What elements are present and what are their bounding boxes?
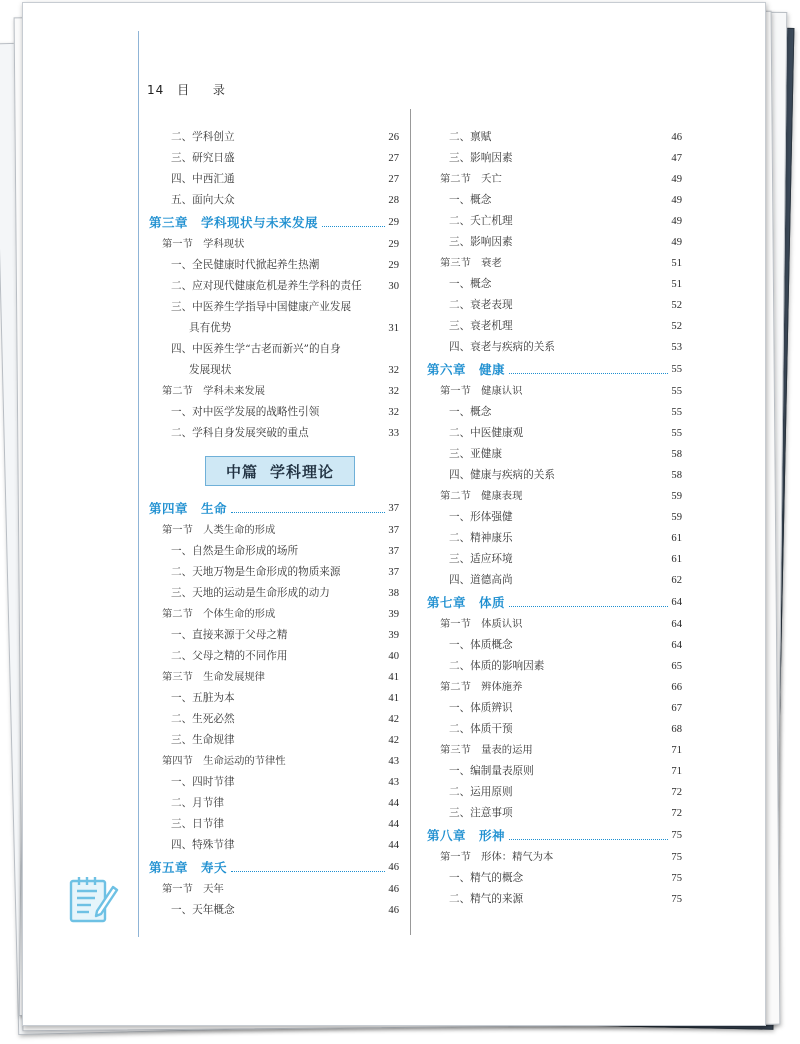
page-number: 51 [671, 258, 682, 269]
toc-section[interactable] [427, 381, 682, 402]
toc-item[interactable] [427, 635, 682, 656]
toc-item[interactable] [149, 625, 399, 646]
toc-item[interactable] [149, 127, 399, 148]
toc-item[interactable] [427, 719, 682, 740]
toc-item[interactable] [427, 423, 682, 444]
toc-item[interactable] [149, 169, 399, 190]
page-number: 59 [671, 512, 682, 523]
toc-item[interactable] [427, 803, 682, 824]
toc-item[interactable] [149, 339, 399, 360]
page-number: 32 [388, 407, 399, 418]
item-title: 二、精气的来源 [449, 893, 524, 905]
page-number: 52 [671, 321, 682, 332]
item-title: 一、编制量表原则 [449, 765, 534, 777]
toc-item[interactable] [427, 549, 682, 570]
item-title: 二、月节律 [171, 797, 224, 809]
part-subtitle: 学科理论 [270, 462, 335, 481]
page-number: 49 [671, 195, 682, 206]
toc-item[interactable] [427, 232, 682, 253]
toc-item[interactable] [427, 698, 682, 719]
toc-section[interactable] [427, 614, 682, 635]
page-number: 64 [671, 640, 682, 651]
page-number: 71 [671, 766, 682, 777]
item-title: 一、对中医学发展的战略性引领 [171, 406, 320, 418]
item-title: 二、学科自身发展突破的重点 [171, 427, 309, 439]
section-title: 第三节 衰老 [440, 257, 502, 269]
item-title: 二、体质的影响因素 [449, 660, 545, 672]
toc-item[interactable] [427, 868, 682, 889]
section-title: 第一节 健康认识 [440, 385, 523, 397]
toc-item[interactable] [149, 646, 399, 667]
dot-leader [322, 226, 385, 227]
item-title: 二、衰老表现 [449, 299, 513, 311]
page-number: 32 [388, 386, 399, 397]
toc-section[interactable] [149, 381, 399, 402]
toc-section[interactable] [427, 253, 682, 274]
toc-item[interactable] [427, 211, 682, 232]
toc-chapter[interactable] [149, 857, 399, 879]
page-number: 41 [388, 672, 399, 683]
toc-item[interactable] [149, 583, 399, 604]
toc-item[interactable] [149, 190, 399, 211]
page-number: 37 [388, 546, 399, 557]
page-number: 68 [671, 724, 682, 735]
dot-leader [509, 373, 668, 374]
page-number: 43 [388, 756, 399, 767]
page-number: 46 [671, 132, 682, 143]
toc-item-continued[interactable] [149, 360, 399, 381]
toc-item[interactable] [149, 402, 399, 423]
section-title: 第四节 生命运动的节律性 [162, 755, 286, 767]
toc-chapter[interactable] [149, 212, 399, 234]
item-title: 三、研究日盛 [171, 152, 235, 164]
page-number: 64 [671, 597, 682, 608]
item-title: 三、中医养生学指导中国健康产业发展 [171, 301, 352, 313]
chapter-title: 第五章 寿夭 [149, 860, 228, 875]
toc-item[interactable] [149, 793, 399, 814]
toc-item[interactable] [427, 444, 682, 465]
toc-item[interactable] [149, 835, 399, 856]
toc-chapter[interactable] [149, 498, 399, 520]
toc-item[interactable] [149, 900, 399, 921]
item-title: 四、衰老与疾病的关系 [449, 341, 555, 353]
dot-leader [231, 512, 385, 513]
toc-item[interactable] [149, 423, 399, 444]
column-divider [410, 109, 411, 935]
page-title: 目 录 [177, 83, 235, 97]
item-title: 一、概念 [449, 406, 492, 418]
toc-item[interactable] [427, 127, 682, 148]
page-number: 61 [671, 554, 682, 565]
dot-leader [509, 839, 668, 840]
toc-item[interactable] [149, 541, 399, 562]
toc-item[interactable] [149, 730, 399, 751]
part-banner [205, 456, 355, 486]
item-title: 二、禀赋 [449, 131, 492, 143]
page-number: 42 [388, 735, 399, 746]
section-title: 第一节 学科现状 [162, 238, 245, 250]
page-number: 51 [671, 279, 682, 290]
page-number: 27 [388, 174, 399, 185]
page-number: 44 [388, 798, 399, 809]
toc-item[interactable] [427, 148, 682, 169]
toc-column-left [149, 127, 399, 921]
item-title: 四、健康与疾病的关系 [449, 469, 555, 481]
toc-section[interactable] [427, 740, 682, 761]
item-title: 二、夭亡机理 [449, 215, 513, 227]
toc-item[interactable] [427, 402, 682, 423]
section-title: 第二节 夭亡 [440, 173, 502, 185]
page-number: 65 [671, 661, 682, 672]
item-title: 三、影响因素 [449, 236, 513, 248]
item-title: 具有优势 [189, 322, 232, 334]
page-number: 29 [388, 239, 399, 250]
item-title: 三、生命规律 [171, 734, 235, 746]
page-number: 72 [671, 808, 682, 819]
page-number: 37 [388, 567, 399, 578]
toc-item[interactable] [427, 190, 682, 211]
item-title: 四、道德高尚 [449, 574, 513, 586]
item-title: 五、面向大众 [171, 194, 235, 206]
margin-rule [138, 31, 139, 937]
toc-item[interactable] [427, 761, 682, 782]
toc-item[interactable] [427, 656, 682, 677]
toc-item[interactable] [149, 709, 399, 730]
item-title: 三、衰老机理 [449, 320, 513, 332]
section-title: 第二节 学科未来发展 [162, 385, 265, 397]
toc-item[interactable] [427, 570, 682, 591]
toc-section[interactable] [427, 677, 682, 698]
page-number: 31 [388, 323, 399, 334]
toc-column-right [427, 127, 682, 910]
page-number: 75 [671, 830, 682, 841]
chapter-title: 第六章 健康 [427, 362, 506, 377]
toc-item[interactable] [427, 465, 682, 486]
page-number: 75 [671, 873, 682, 884]
page-number: 26 [388, 132, 399, 143]
section-title: 第一节 体质认识 [440, 618, 523, 630]
item-title: 四、特殊节律 [171, 839, 235, 851]
toc-item[interactable] [427, 528, 682, 549]
item-title: 二、天地万物是生命形成的物质来源 [171, 566, 341, 578]
page-number: 42 [388, 714, 399, 725]
page-number: 49 [671, 216, 682, 227]
page-number: 47 [671, 153, 682, 164]
toc-item[interactable] [149, 814, 399, 835]
section-title: 第一节 天年 [162, 883, 224, 895]
item-title: 一、精气的概念 [449, 872, 524, 884]
page-number: 53 [671, 342, 682, 353]
item-title: 一、体质辨识 [449, 702, 513, 714]
toc-item[interactable] [149, 255, 399, 276]
section-title: 第一节 人类生命的形成 [162, 524, 276, 536]
page-number: 46 [388, 905, 399, 916]
toc-item[interactable] [427, 782, 682, 803]
toc-item[interactable] [149, 276, 399, 297]
page-number: 14 [147, 83, 165, 97]
page-number: 41 [388, 693, 399, 704]
page-number: 32 [388, 365, 399, 376]
page-number: 64 [671, 619, 682, 630]
toc-page [22, 2, 766, 1026]
page-number: 43 [388, 777, 399, 788]
page-number: 55 [671, 364, 682, 375]
item-title: 三、影响因素 [449, 152, 513, 164]
item-title: 二、体质干预 [449, 723, 513, 735]
page-number: 37 [388, 525, 399, 536]
item-title: 二、精神康乐 [449, 532, 513, 544]
item-title: 三、适应环境 [449, 553, 513, 565]
page-number: 72 [671, 787, 682, 798]
item-title: 二、中医健康观 [449, 427, 524, 439]
page-number: 55 [671, 386, 682, 397]
item-title: 三、天地的运动是生命形成的动力 [171, 587, 330, 599]
item-title: 一、形体强健 [449, 511, 513, 523]
toc-section[interactable] [427, 169, 682, 190]
toc-chapter[interactable] [427, 359, 682, 381]
page-number: 44 [388, 840, 399, 851]
toc-section[interactable] [427, 486, 682, 507]
toc-item[interactable] [427, 889, 682, 910]
item-title: 三、日节律 [171, 818, 224, 830]
item-title: 三、注意事项 [449, 807, 513, 819]
toc-section[interactable] [149, 520, 399, 541]
page-number: 62 [671, 575, 682, 586]
item-title: 三、亚健康 [449, 448, 502, 460]
toc-section[interactable] [149, 751, 399, 772]
page-number: 39 [388, 609, 399, 620]
item-title: 二、应对现代健康危机是养生学科的责任 [171, 280, 362, 292]
page-number: 38 [388, 588, 399, 599]
section-title: 第三节 生命发展规律 [162, 671, 265, 683]
item-title: 二、生死必然 [171, 713, 235, 725]
page-number: 61 [671, 533, 682, 544]
page-number: 39 [388, 630, 399, 641]
section-title: 第二节 健康表现 [440, 490, 523, 502]
item-title: 二、学科创立 [171, 131, 235, 143]
item-title: 一、五脏为本 [171, 692, 235, 704]
toc-chapter[interactable] [427, 592, 682, 614]
toc-item[interactable] [427, 316, 682, 337]
page-number: 75 [671, 894, 682, 905]
page-number: 29 [388, 260, 399, 271]
item-title: 四、中西汇通 [171, 173, 235, 185]
page-number: 49 [671, 237, 682, 248]
toc-item[interactable] [427, 337, 682, 358]
toc-item[interactable] [149, 772, 399, 793]
page-number: 37 [388, 503, 399, 514]
toc-section[interactable] [427, 847, 682, 868]
page-number: 71 [671, 745, 682, 756]
toc-item-continued[interactable] [149, 318, 399, 339]
item-title: 一、概念 [449, 194, 492, 206]
toc-item[interactable] [149, 148, 399, 169]
chapter-title: 第三章 学科现状与未来发展 [149, 215, 319, 230]
section-title: 第二节 辨体施养 [440, 681, 523, 693]
toc-item[interactable] [427, 507, 682, 528]
item-title: 发展现状 [189, 364, 232, 376]
page-number: 28 [388, 195, 399, 206]
item-title: 一、自然是生命形成的场所 [171, 545, 299, 557]
item-title: 一、体质概念 [449, 639, 513, 651]
page-number: 59 [671, 491, 682, 502]
item-title: 四、中医养生学“古老而新兴”的自身 [171, 343, 341, 355]
toc-item[interactable] [427, 295, 682, 316]
section-title: 第三节 量表的运用 [440, 744, 533, 756]
page-number: 52 [671, 300, 682, 311]
page-number: 46 [388, 884, 399, 895]
toc-item[interactable] [149, 688, 399, 709]
page-number: 40 [388, 651, 399, 662]
toc-section[interactable] [149, 604, 399, 625]
item-title: 一、全民健康时代掀起养生热潮 [171, 259, 320, 271]
page-number: 58 [671, 449, 682, 460]
page-number: 46 [388, 862, 399, 873]
page-number: 33 [388, 428, 399, 439]
page-number: 75 [671, 852, 682, 863]
item-title: 一、直接来源于父母之精 [171, 629, 288, 641]
toc-section[interactable] [149, 234, 399, 255]
item-title: 一、四时节律 [171, 776, 235, 788]
item-title: 一、天年概念 [171, 904, 235, 916]
toc-item[interactable] [427, 274, 682, 295]
toc-item[interactable] [149, 562, 399, 583]
chapter-title: 第七章 体质 [427, 595, 506, 610]
page-number: 67 [671, 703, 682, 714]
toc-item[interactable] [149, 297, 399, 318]
section-title: 第一节 形体：精气为本 [440, 851, 554, 863]
dot-leader [509, 606, 668, 607]
item-title: 二、运用原则 [449, 786, 513, 798]
section-title: 第二节 个体生命的形成 [162, 608, 276, 620]
page-number: 66 [671, 682, 682, 693]
toc-chapter[interactable] [427, 825, 682, 847]
item-title: 二、父母之精的不同作用 [171, 650, 288, 662]
notebook-pencil-icon [67, 871, 119, 927]
page-number: 49 [671, 174, 682, 185]
page-number: 58 [671, 470, 682, 481]
dot-leader [231, 871, 385, 872]
page-number: 27 [388, 153, 399, 164]
page-header [147, 81, 235, 98]
item-title: 一、概念 [449, 278, 492, 290]
page-number: 30 [388, 281, 399, 292]
part-title: 中篇 [225, 462, 258, 481]
page-number: 55 [671, 428, 682, 439]
toc-section[interactable] [149, 667, 399, 688]
page-number: 55 [671, 407, 682, 418]
page-number: 44 [388, 819, 399, 830]
chapter-title: 第八章 形神 [427, 828, 506, 843]
page-number: 29 [388, 217, 399, 228]
toc-section[interactable] [149, 879, 399, 900]
chapter-title: 第四章 生命 [149, 501, 228, 516]
